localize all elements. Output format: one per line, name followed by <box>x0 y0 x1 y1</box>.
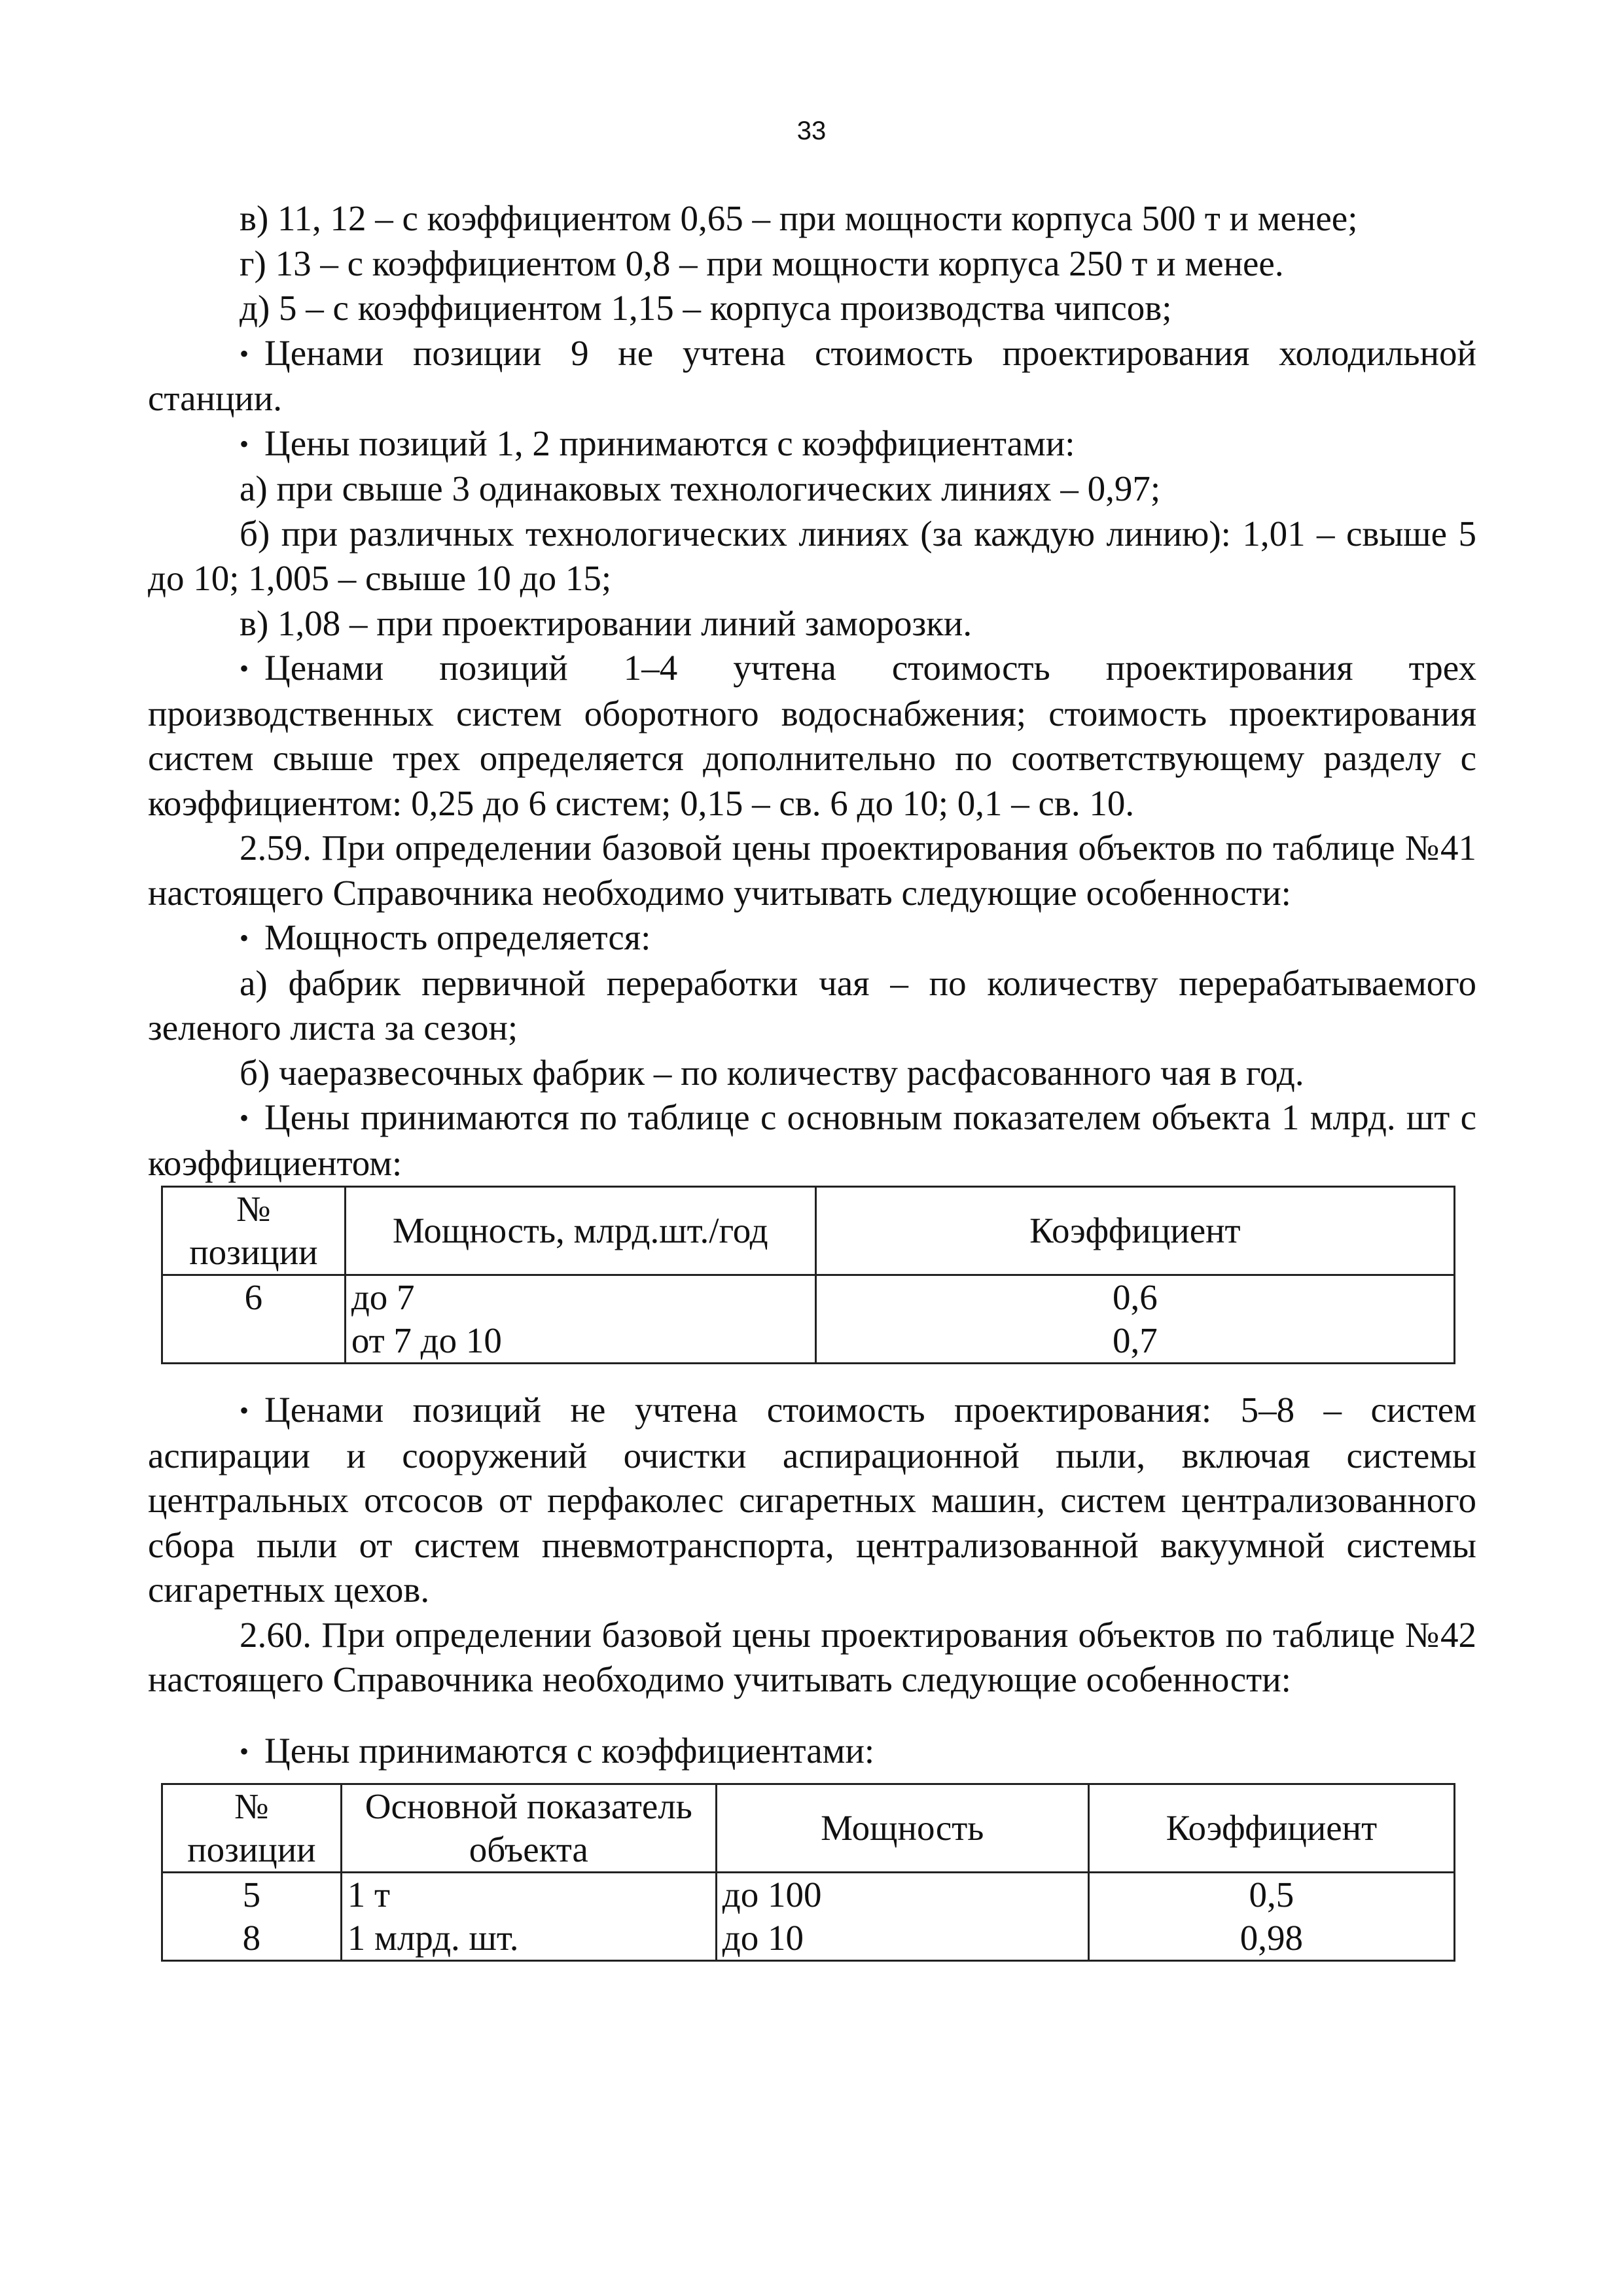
table-row <box>162 1916 1455 1961</box>
table-cell: до 100 <box>716 1873 1088 1917</box>
table-cell: 1 т <box>341 1873 716 1917</box>
bullet-paragraph: • Ценами позиций 1–4 учтена стоимость проектирования трех производственных систем оборотного водоснабжения; стоимость проектирования систем свыше трех определяется дополнительно по соответствующему разделу с коэффициентом: 0,25 до 6 систем; 0,15 – св. 6 до 10; 0,1 – св. 10. <box>148 646 1476 826</box>
table-cell: до 7 <box>345 1275 815 1320</box>
bullet-paragraph: • Мощность определяется: <box>148 915 1476 961</box>
table-header-cell: Мощность <box>716 1784 1088 1873</box>
table-header-cell: Мощность, млрд.шт./год <box>345 1187 815 1275</box>
table-header-row <box>162 1187 1455 1275</box>
paragraph: б) при различных технологических линиях (за каждую линию): 1,01 – свыше 5 до 10; 1,005 – свыше 10 до 15; <box>148 513 1476 598</box>
coefficient-table-2 <box>161 1783 1455 1962</box>
table-row <box>162 1319 1455 1364</box>
table-header-cell: Основной показатель объекта <box>341 1784 716 1873</box>
bullet-paragraph: • Цены принимаются с коэффициентами: <box>148 1729 1476 1775</box>
paragraph: в) 1,08 – при проектировании линий заморозки. <box>240 603 972 643</box>
bullet-paragraph: • Цены позиций 1, 2 принимаются с коэффициентами: <box>148 421 1476 467</box>
table-header-cell: Коэффициент <box>1088 1784 1454 1873</box>
table-cell: 0,5 <box>1088 1873 1454 1917</box>
document-body <box>148 196 1476 1962</box>
table-cell: 8 <box>162 1916 342 1961</box>
page-number: 33 <box>796 116 827 145</box>
table-row <box>162 1275 1455 1320</box>
table-cell: 0,6 <box>815 1275 1454 1320</box>
table-cell <box>162 1319 346 1364</box>
coefficient-table-1 <box>161 1186 1455 1364</box>
table-header-cell: Коэффициент <box>815 1187 1454 1275</box>
paragraph: а) при свыше 3 одинаковых технологических линиях – 0,97; <box>240 468 1161 508</box>
table-cell: от 7 до 10 <box>345 1319 815 1364</box>
paragraph: б) чаеразвесочных фабрик – по количеству расфасованного чая в год. <box>240 1052 1304 1093</box>
paragraph: в) 11, 12 – с коэффициентом 0,65 – при мощности корпуса 500 т и менее; <box>240 198 1358 238</box>
table-row <box>162 1873 1455 1917</box>
section-2-59: 2.59. При определении базовой цены проектирования объектов по таблице №41 настоящего Справочника необходимо учитывать следующие особенности: <box>148 828 1476 913</box>
table-cell: 0,7 <box>815 1319 1454 1364</box>
bullet-paragraph: • Ценами позиции 9 не учтена стоимость проектирования холодильной станции. <box>148 331 1476 421</box>
paragraph: а) фабрик первичной переработки чая – по количеству перерабатываемого зеленого листа за сезон; <box>148 963 1476 1048</box>
table-cell: 5 <box>162 1873 342 1917</box>
bullet-paragraph: • Цены принимаются по таблице с основным показателем объекта 1 млрд. шт с коэффициентом: <box>148 1095 1476 1186</box>
table-header-cell: № позиции <box>162 1784 342 1873</box>
paragraph: г) 13 – с коэффициентом 0,8 – при мощности корпуса 250 т и менее. <box>240 243 1284 283</box>
paragraph: д) 5 – с коэффициентом 1,15 – корпуса производства чипсов; <box>240 288 1172 328</box>
bullet-paragraph: • Ценами позиций не учтена стоимость проектирования: 5–8 – систем аспирации и сооружений очистки аспирационной пыли, включая системы центральных отсосов от перфаколес сигаретных машин, систем централизованного сбора пыли от систем пневмотранспорта, централизованной вакуумной системы сигаретных цехов. <box>148 1388 1476 1613</box>
table-cell: до 10 <box>716 1916 1088 1961</box>
table-header-row <box>162 1784 1455 1873</box>
section-2-60: 2.60. При определении базовой цены проектирования объектов по таблице №42 настоящего Справочника необходимо учитывать следующие особенности: <box>148 1614 1476 1699</box>
table-cell: 6 <box>162 1275 346 1320</box>
table-cell: 1 млрд. шт. <box>341 1916 716 1961</box>
table-header-cell: № позиции <box>162 1187 346 1275</box>
table-cell: 0,98 <box>1088 1916 1454 1961</box>
